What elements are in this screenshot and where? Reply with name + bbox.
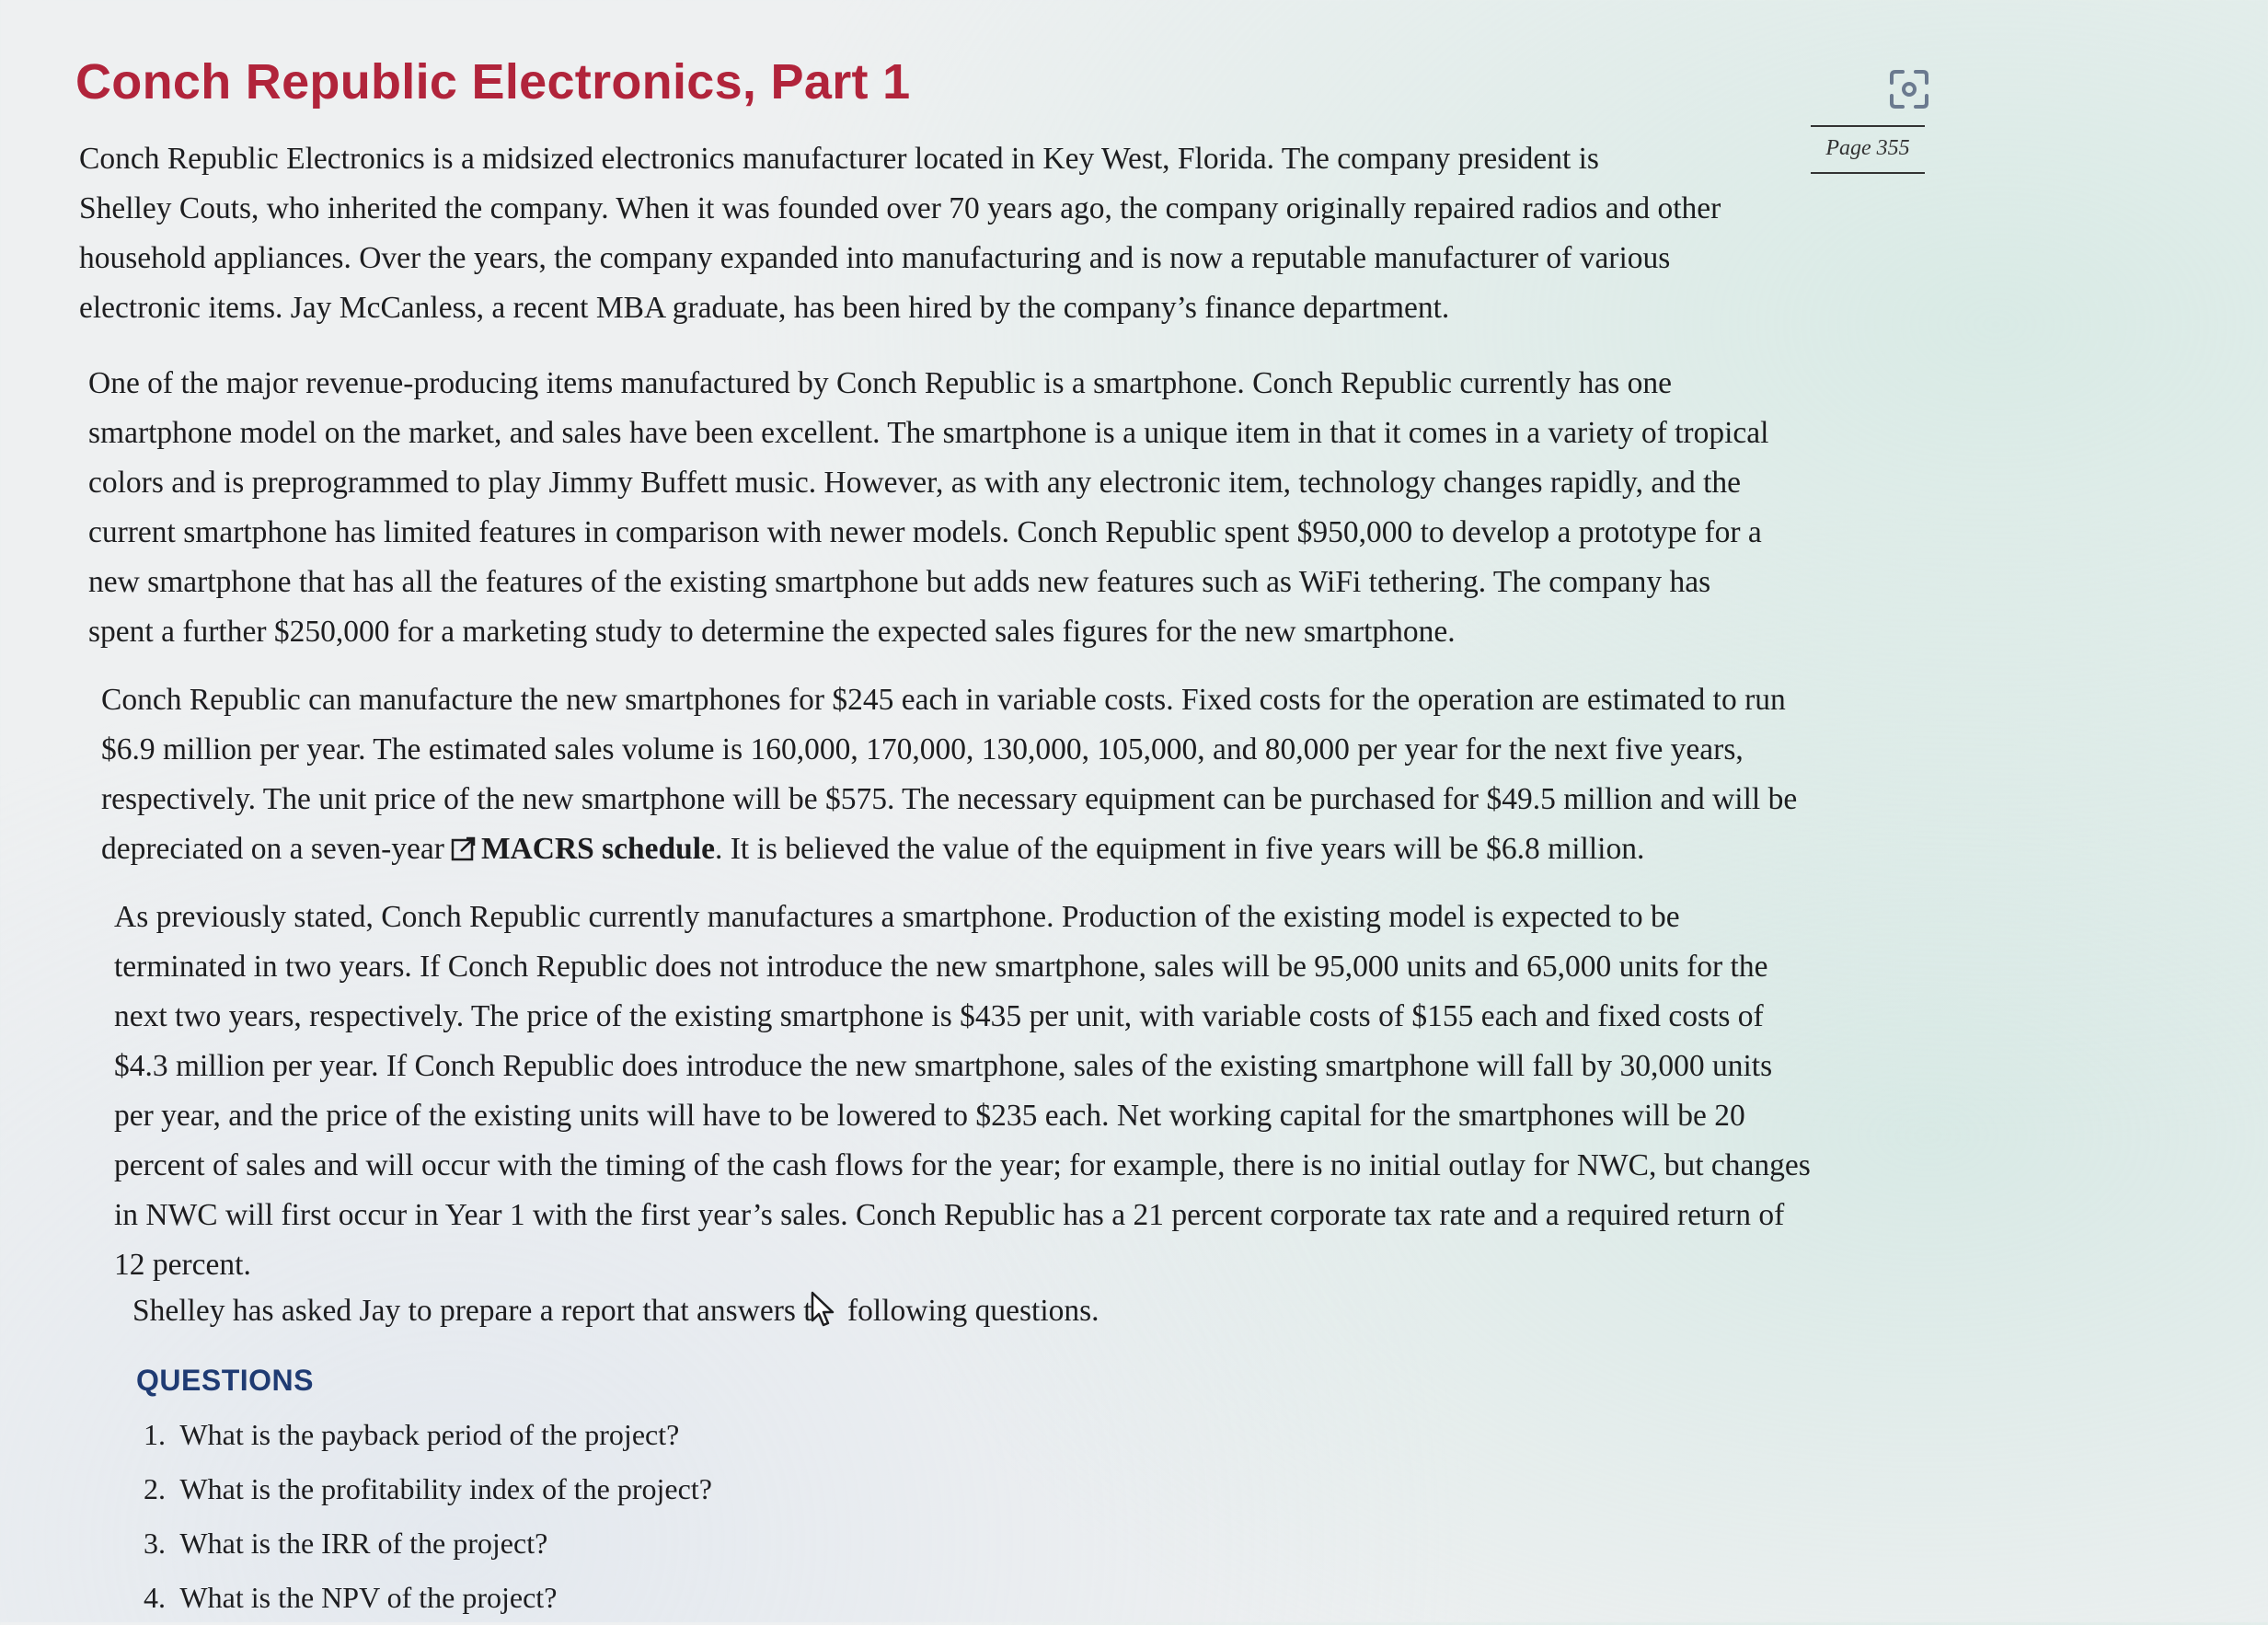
text-line: As previously stated, Conch Republic currently manufactures a smartphone. Production of the existing model is expected to be	[114, 900, 1680, 934]
text-line: per year, and the price of the existing units will have to be lowered to $235 each. Net working capital for the smartphones will be 20	[114, 1099, 1745, 1133]
text-line: spent a further $250,000 for a marketing study to determine the expected sales figures for the new smartphone.	[88, 615, 1456, 649]
question-text: What is the IRR of the project?	[179, 1527, 548, 1560]
question-item	[144, 1462, 712, 1516]
text-line: new smartphone that has all the features of the existing smartphone but adds new features such as WiFi tethering. The company has	[88, 565, 1711, 599]
question-item	[144, 1516, 712, 1571]
text-line: $6.9 million per year. The estimated sales volume is 160,000, 170,000, 130,000, 105,000, and 80,000 per year for the next five years,	[101, 732, 1744, 766]
text-line: Conch Republic Electronics is a midsized electronics manufacturer located in Key West, Florida. The company president is	[79, 142, 1599, 176]
text-line	[101, 824, 1797, 878]
question-number: 2.	[144, 1472, 166, 1505]
text-line: 12 percent.	[114, 1248, 251, 1282]
text-fragment: Shelley has asked Jay to prepare a report that answers t	[132, 1294, 812, 1328]
text-line: colors and is preprogrammed to play Jimmy Buffett music. However, as with any electronic item, technology changes rapidly, and the	[88, 466, 1742, 500]
text-fragment: . It is believed the value of the equipment in five years will be $6.8 million.	[715, 832, 1645, 866]
question-text: What is the NPV of the project?	[179, 1581, 558, 1614]
macrs-schedule-link[interactable]: MACRS schedule	[480, 832, 715, 866]
questions-heading: QUESTIONS	[136, 1364, 314, 1397]
focus-mode-button[interactable]	[1884, 64, 1934, 114]
question-item	[144, 1571, 712, 1625]
mouse-pointer-icon	[809, 1291, 840, 1343]
question-number: 4.	[144, 1581, 166, 1614]
text-line: electronic items. Jay McCanless, a recent MBA graduate, has been hired by the company’s finance department.	[79, 291, 1450, 325]
text-line: in NWC will first occur in Year 1 with the first year’s sales. Conch Republic has a 21 percent corporate tax rate and a required return of	[114, 1198, 1785, 1232]
text-line: percent of sales and will occur with the timing of the cash flows for the year; for example, there is no initial outlay for NWC, but changes	[114, 1148, 1811, 1182]
question-number: 3.	[144, 1527, 166, 1560]
text-line: terminated in two years. If Conch Republic does not introduce the new smartphone, sales will be 95,000 units and 65,000 units for the	[114, 950, 1768, 984]
page-title: Conch Republic Electronics, Part 1	[75, 54, 911, 109]
text-line: $4.3 million per year. If Conch Republic does introduce the new smartphone, sales of the existing smartphone will fall by 30,000 units	[114, 1049, 1773, 1083]
text-line: next two years, respectively. The price of the existing smartphone is $435 per unit, with variable costs of $155 each and fixed costs of	[114, 999, 1764, 1033]
question-text: What is the profitability index of the project?	[179, 1472, 712, 1505]
question-text: What is the payback period of the project?	[179, 1418, 680, 1451]
text-fragment: depreciated on a seven-year	[101, 832, 444, 866]
text-fragment: following questions.	[839, 1294, 1099, 1328]
text-line: household appliances. Over the years, the company expanded into manufacturing and is now a reputable manufacturer of various	[79, 241, 1671, 275]
text-line: Shelley Couts, who inherited the company. When it was founded over 70 years ago, the company originally repaired radios and other	[79, 191, 1721, 225]
question-item	[144, 1408, 712, 1462]
text-line: respectively. The unit price of the new smartphone will be $575. The necessary equipment can be purchased for $49.5 million and will be	[101, 782, 1798, 816]
external-link-icon[interactable]	[450, 828, 478, 878]
paragraph-request	[132, 1286, 1099, 1343]
question-number: 1.	[144, 1418, 166, 1451]
text-line: smartphone model on the market, and sales have been excellent. The smartphone is a unique item in that it comes in a variety of tropical	[88, 416, 1769, 450]
text-line: current smartphone has limited features in comparison with newer models. Conch Republic spent $950,000 to develop a prototype for a	[88, 515, 1762, 549]
text-line	[132, 1286, 1099, 1343]
text-line: One of the major revenue-producing items manufactured by Conch Republic is a smartphone. Conch Republic currently has one	[88, 366, 1673, 400]
paragraph-existing-model	[114, 893, 1811, 1290]
page-number-marker: Page 355	[1811, 125, 1925, 174]
questions-list	[144, 1408, 712, 1625]
paragraph-product	[88, 359, 1768, 657]
text-line: Conch Republic can manufacture the new smartphones for $245 each in variable costs. Fixed costs for the operation are estimated to run	[101, 683, 1786, 717]
focus-mode-icon	[1886, 66, 1932, 112]
paragraph-intro	[79, 134, 1721, 333]
paragraph-costs	[101, 675, 1797, 878]
